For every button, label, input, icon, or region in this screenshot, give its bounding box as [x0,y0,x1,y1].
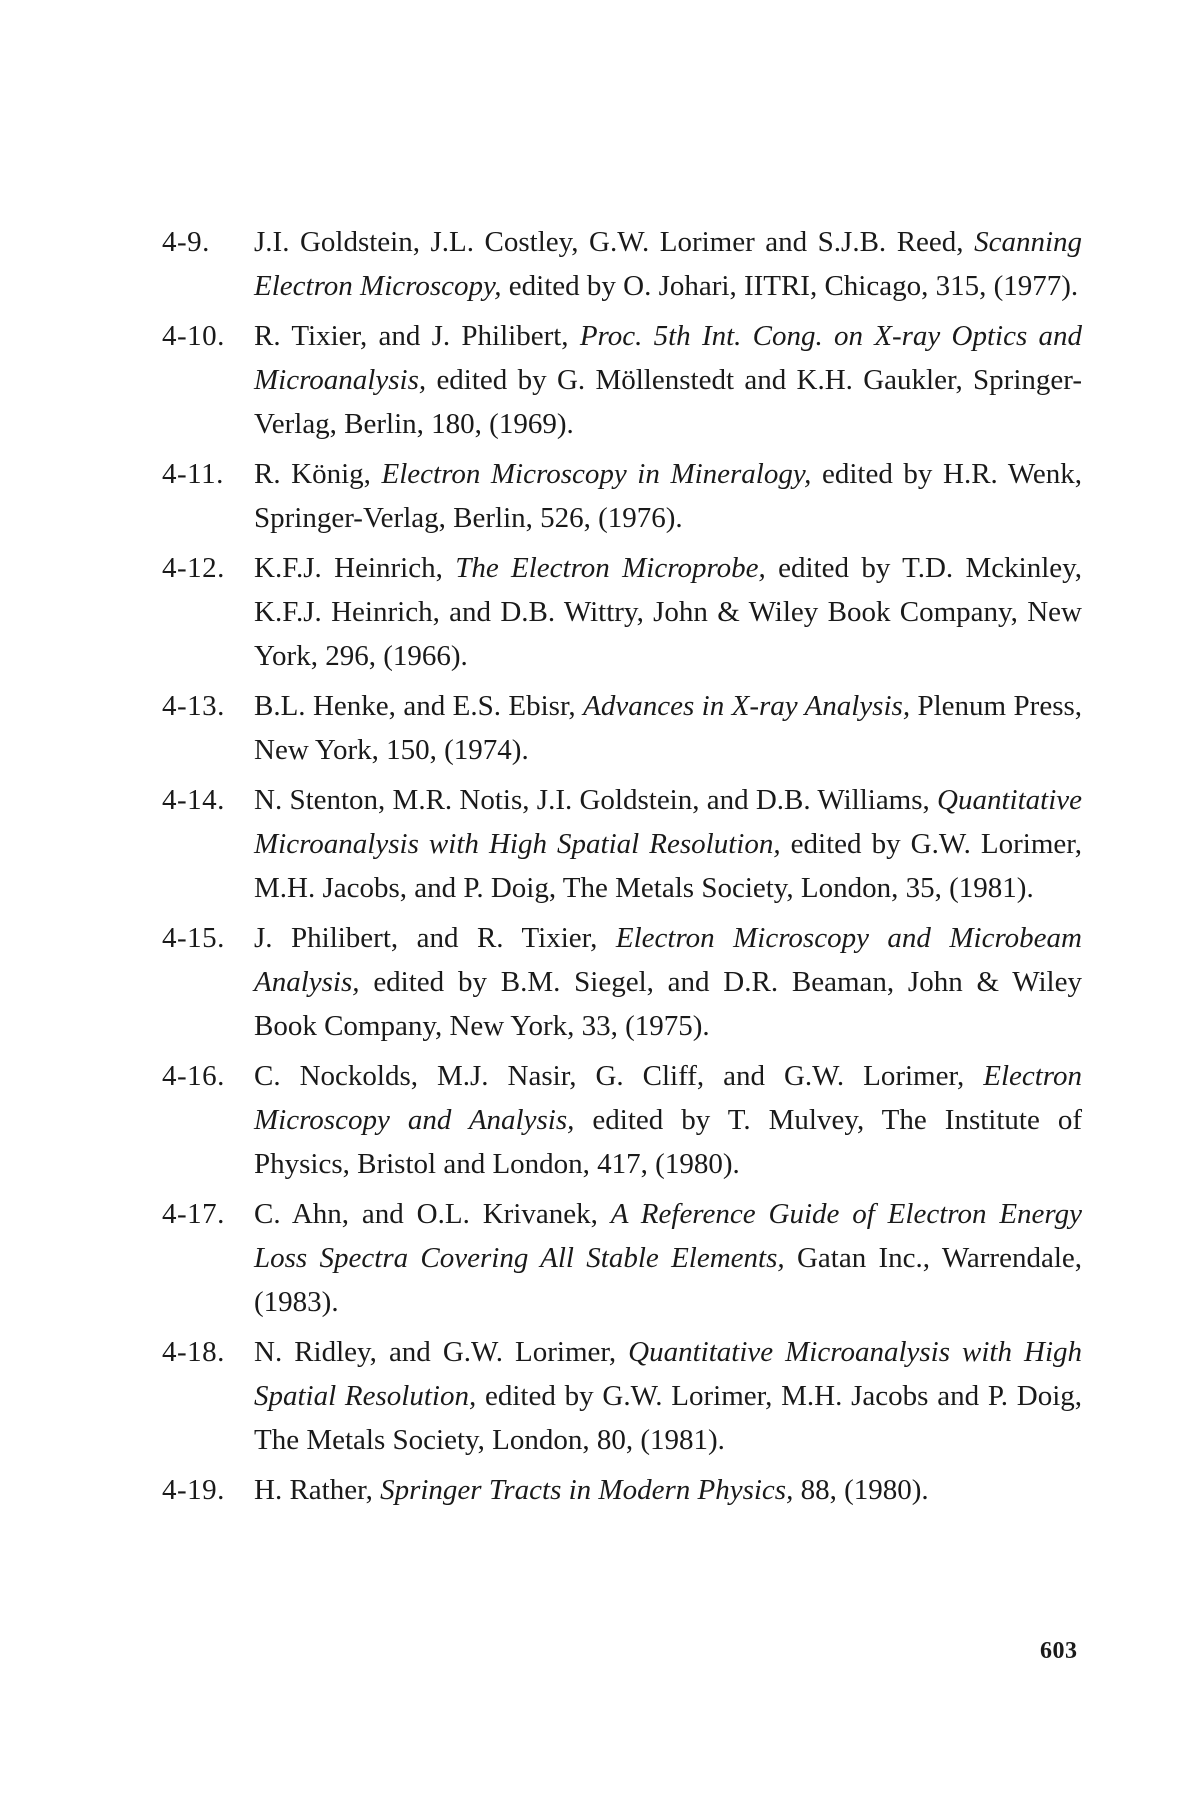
reference-text [254,1054,1082,1186]
reference-number: 4-11. [162,458,224,490]
reference-title: Proc. 5th Int. Cong. on X-ray Optics and Microanalysis, [254,320,1083,396]
reference-title: A Reference Guide of Electron Energy Loss Spectra Covering All Stable Elements, [254,1198,1082,1274]
reference-entry [162,778,1082,910]
page-number: 603 [1040,1638,1078,1664]
reference-details: Plenum Press, New York, 150, (1974). [254,690,1083,766]
reference-authors: J.I. Goldstein, J.L. Costley, G.W. Lorimer and S.J.B. Reed, [254,226,964,258]
reference-details: Gatan Inc., Warrendale, (1983). [254,1242,1083,1318]
reference-entry [162,220,1082,308]
reference-number: 4-17. [162,1198,225,1230]
reference-text [254,916,1082,1048]
reference-text [254,452,1082,540]
reference-title: Springer Tracts in Modern Physics, [380,1474,794,1506]
reference-text [254,314,1082,446]
reference-title: Quantitative Microanalysis with High Spatial Resolution, [254,1336,1083,1412]
reference-authors: R. Tixier, and J. Philibert, [254,320,569,352]
reference-number: 4-10. [162,320,225,352]
reference-details: edited by H.R. Wenk, Springer-Verlag, Berlin, 526, (1976). [254,458,1083,534]
reference-authors: C. Ahn, and O.L. Krivanek, [254,1198,598,1230]
reference-details: edited by T.D. Mckinley, K.F.J. Heinrich, and D.B. Wittry, John & Wiley Book Company, New York, 296, (1966). [254,552,1082,672]
reference-text [254,1192,1082,1324]
reference-details: edited by G. Möllenstedt and K.H. Gaukler, Springer-Verlag, Berlin, 180, (1969). [254,364,1082,440]
reference-details: edited by T. Mulvey, The Institute of Physics, Bristol and London, 417, (1980). [254,1104,1083,1180]
reference-text [254,684,1082,772]
reference-entry [162,916,1082,1048]
reference-number: 4-14. [162,784,225,816]
reference-list [162,220,1082,1518]
reference-title: Scanning Electron Microscopy, [254,226,1083,302]
reference-number: 4-19. [162,1474,225,1506]
reference-number: 4-13. [162,690,225,722]
reference-number: 4-12. [162,552,225,584]
reference-authors: H. Rather, [254,1474,373,1506]
reference-number: 4-15. [162,922,225,954]
reference-number: 4-16. [162,1060,225,1092]
reference-entry [162,684,1082,772]
reference-title: Electron Microscopy and Microbeam Analysis, [254,922,1082,998]
reference-title: Quantitative Microanalysis with High Spatial Resolution, [254,784,1083,860]
reference-text [254,220,1082,308]
reference-entry [162,546,1082,678]
reference-details: edited by G.W. Lorimer, M.H. Jacobs, and P. Doig, The Metals Society, London, 35, (1981). [254,828,1082,904]
reference-text [254,546,1082,678]
reference-authors: J. Philibert, and R. Tixier, [254,922,598,954]
reference-entry [162,452,1082,540]
reference-authors: N. Ridley, and G.W. Lorimer, [254,1336,617,1368]
reference-entry [162,1468,1082,1512]
reference-authors: R. König, [254,458,371,490]
reference-title: Electron Microscopy in Mineralogy, [381,458,812,490]
reference-number: 4-9. [162,226,210,258]
reference-entry [162,1054,1082,1186]
reference-authors: B.L. Henke, and E.S. Ebisr, [254,690,576,722]
reference-entry [162,1192,1082,1324]
reference-entry [162,1330,1082,1462]
reference-authors: K.F.J. Heinrich, [254,552,443,584]
reference-details: edited by G.W. Lorimer, M.H. Jacobs and P. Doig, The Metals Society, London, 80, (1981). [254,1380,1083,1456]
reference-text [254,1330,1082,1462]
reference-number: 4-18. [162,1336,225,1368]
reference-text [254,1468,1082,1512]
reference-text [254,778,1082,910]
reference-authors: N. Stenton, M.R. Notis, J.I. Goldstein, and D.B. Williams, [254,784,930,816]
reference-entry [162,314,1082,446]
reference-title: Electron Microscopy and Analysis, [254,1060,1083,1136]
reference-title: Advances in X-ray Analysis, [583,690,911,722]
reference-details: edited by B.M. Siegel, and D.R. Beaman, John & Wiley Book Company, New York, 33, (1975). [254,966,1082,1042]
reference-title: The Electron Microprobe, [455,552,766,584]
reference-authors: C. Nockolds, M.J. Nasir, G. Cliff, and G.W. Lorimer, [254,1060,965,1092]
reference-details: edited by O. Johari, IITRI, Chicago, 315, (1977). [508,270,1079,302]
reference-details: 88, (1980). [800,1474,929,1506]
